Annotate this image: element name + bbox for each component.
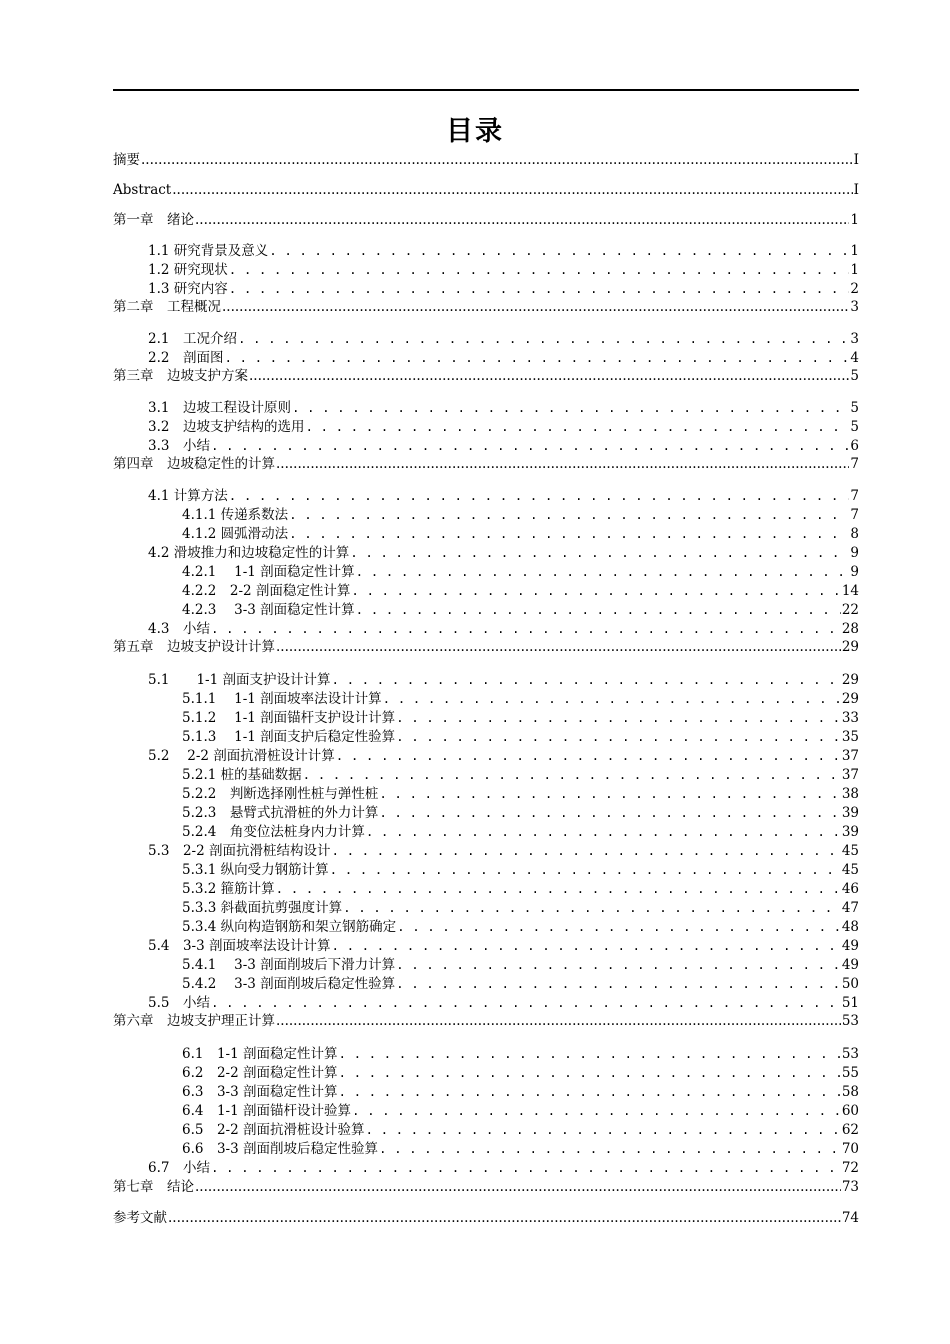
toc-dot-leader [222, 298, 849, 317]
toc-entry[interactable] [148, 670, 859, 690]
toc-entry-label: 6.2 2-2 剖面稳定性计算 [182, 1065, 338, 1081]
toc-entry-label: 4.2.3 3-3 剖面稳定性计算 [182, 602, 355, 618]
toc-entry-label: 5.5 小结 [148, 995, 210, 1011]
toc-entry-page: 39 [841, 824, 859, 840]
toc-entry-label: 4.2.2 2-2 剖面稳定性计算 [182, 583, 351, 599]
toc-entry[interactable] [113, 1178, 859, 1197]
toc-entry-label: 5.1.1 1-1 剖面坡率法设计计算 [182, 691, 382, 707]
toc-entry[interactable] [182, 879, 859, 899]
toc-entry-page: 1 [850, 212, 859, 228]
toc-entry-label: 4.1.1 传递系数法 [182, 507, 289, 523]
toc-dot-leader [276, 1012, 841, 1031]
toc-entry[interactable] [182, 1139, 859, 1159]
toc-entry-label: 5.4.1 3-3 剖面削坡后下滑力计算 [182, 957, 396, 973]
toc-entry-page: 37 [841, 748, 859, 764]
toc-entry-label: 5.2 2-2 剖面抗滑桩设计计算 [148, 748, 335, 764]
toc-entry-label: 5.2.1 桩的基础数据 [182, 767, 302, 783]
toc-dot-leader [339, 1044, 841, 1063]
toc-entry[interactable] [148, 543, 859, 563]
toc-entry[interactable] [148, 348, 859, 368]
toc-entry[interactable] [148, 993, 859, 1013]
toc-entry-page: 5 [850, 400, 859, 416]
toc-entry-page: 74 [841, 1210, 859, 1226]
toc-entry-label: 4.2.1 1-1 剖面稳定性计算 [182, 564, 355, 580]
toc-entry-page: 49 [841, 938, 859, 954]
toc-entry-label: 3.3 小结 [148, 438, 210, 454]
toc-entry-label: 5.2.4 角变位法桩身内力计算 [182, 824, 365, 840]
toc-entry[interactable] [148, 241, 859, 261]
toc-entry-page: 29 [841, 691, 859, 707]
toc-entry[interactable] [148, 936, 859, 956]
toc-entry[interactable] [182, 600, 859, 620]
toc-dot-leader [276, 455, 849, 474]
toc-entry-label: 5.2.2 判断选择刚性桩与弹性桩 [182, 786, 379, 802]
toc-entry[interactable] [113, 298, 859, 317]
toc-entry-label: 6.1 1-1 剖面稳定性计算 [182, 1046, 338, 1062]
toc-entry[interactable] [148, 329, 859, 349]
toc-entry-label: 第三章 边坡支护方案 [113, 368, 248, 384]
toc-dot-leader [238, 329, 849, 348]
toc-dot-leader [195, 211, 849, 230]
toc-dot-leader [330, 860, 841, 879]
toc-entry-page: 4 [850, 350, 859, 366]
toc-dot-leader [332, 670, 841, 689]
toc-entry-page: 1 [850, 262, 859, 278]
toc-entry-label: 5.3.4 纵向构造钢筋和架立钢筋确定 [182, 919, 397, 935]
toc-entry[interactable] [182, 689, 859, 709]
toc-entry[interactable] [113, 181, 859, 200]
toc-entry-label: 4.3 小结 [148, 621, 210, 637]
toc-entry-page: 47 [841, 900, 859, 916]
toc-dot-leader [351, 581, 840, 600]
toc-entry[interactable] [148, 436, 859, 456]
toc-entry-page: 1 [850, 243, 859, 259]
toc-entry-page: 73 [841, 1179, 859, 1195]
toc-dot-leader [350, 543, 849, 562]
toc-dot-leader [379, 803, 840, 822]
toc-entry-page: 22 [841, 602, 859, 618]
toc-entry-label: 4.1.2 圆弧滑动法 [182, 526, 289, 542]
toc-entry-page: I [853, 152, 859, 168]
toc-entry-label: 6.5 2-2 剖面抗滑桩设计验算 [182, 1122, 365, 1138]
toc-entry-page: 45 [841, 862, 859, 878]
toc-entry[interactable] [148, 260, 859, 280]
toc-dot-leader [396, 708, 841, 727]
toc-entry[interactable] [113, 455, 859, 474]
toc-entry[interactable] [148, 398, 859, 418]
toc-entry[interactable] [182, 524, 859, 544]
toc-entry-page: 6 [850, 438, 859, 454]
toc-dot-leader [379, 1139, 841, 1158]
toc-entry-label: Abstract [113, 182, 172, 198]
toc-entry-label: 第四章 边坡稳定性的计算 [113, 456, 275, 472]
toc-entry-label: 5.3.3 斜截面抗剪强度计算 [182, 900, 343, 916]
toc-entry-label: 1.1 研究背景及意义 [148, 243, 269, 259]
toc-dot-leader [168, 1209, 841, 1228]
toc-entry[interactable] [148, 486, 859, 506]
toc-entry[interactable] [182, 917, 859, 937]
toc-dot-leader [366, 1120, 841, 1139]
toc-entry-page: 62 [841, 1122, 859, 1138]
toc-dot-leader [172, 181, 852, 200]
toc-dot-leader [229, 279, 850, 298]
toc-entry-page: 33 [841, 710, 859, 726]
toc-entry-page: 51 [841, 995, 859, 1011]
toc-entry[interactable] [182, 803, 859, 823]
toc-entry-page: 2 [850, 281, 859, 297]
toc-entry-page: 9 [850, 564, 859, 580]
toc-entry-page: 5 [850, 419, 859, 435]
toc-entry-label: 5.3 2-2 剖面抗滑桩结构设计 [148, 843, 331, 859]
toc-dot-leader [343, 898, 841, 917]
toc-entry[interactable] [148, 279, 859, 299]
toc-entry[interactable] [182, 1063, 859, 1083]
toc-entry-page: 38 [841, 786, 859, 802]
toc-entry-page: 35 [841, 729, 859, 745]
toc-entry-label: 第七章 结论 [113, 1179, 194, 1195]
toc-entry-page: 60 [841, 1103, 859, 1119]
toc-entry-page: 29 [841, 672, 859, 688]
page-title: 目录 [446, 116, 504, 147]
toc-entry[interactable] [148, 841, 859, 861]
toc-dot-leader [211, 993, 841, 1012]
toc-entry-page: 50 [841, 976, 859, 992]
toc-entry-page: 53 [841, 1013, 859, 1029]
toc-entry[interactable] [182, 562, 859, 582]
toc-dot-leader [339, 1082, 841, 1101]
toc-entry-label: 2.2 剖面图 [148, 350, 224, 366]
toc-entry-label: 5.1.2 1-1 剖面锚杆支护设计计算 [182, 710, 396, 726]
toc-entry[interactable] [182, 505, 859, 525]
toc-entry-page: 7 [850, 507, 859, 523]
toc-entry-page: 72 [841, 1160, 859, 1176]
toc-entry[interactable] [182, 727, 859, 747]
toc-dot-leader [269, 241, 849, 260]
toc-entry-label: 1.2 研究现状 [148, 262, 228, 278]
toc-dot-leader [352, 1101, 841, 1120]
toc-entry-label: 5.2.3 悬臂式抗滑桩的外力计算 [182, 805, 379, 821]
toc-entry-page: 70 [841, 1141, 859, 1157]
toc-entry-page: 29 [841, 639, 859, 655]
toc-dot-leader [396, 727, 841, 746]
toc-dot-leader [141, 151, 853, 170]
toc-dot-leader [303, 765, 841, 784]
toc-dot-leader [292, 398, 849, 417]
toc-entry-page: 5 [850, 368, 859, 384]
toc-dot-leader [397, 917, 841, 936]
toc-entry-label: 5.4.2 3-3 剖面削坡后稳定性验算 [182, 976, 396, 992]
toc-dot-leader [339, 1063, 841, 1082]
toc-entry[interactable] [182, 1082, 859, 1102]
toc-dot-leader [276, 638, 841, 657]
toc-dot-leader [249, 367, 849, 386]
toc-entry-label: 4.2 滑坡推力和边坡稳定性的计算 [148, 545, 350, 561]
toc-dot-leader [379, 784, 840, 803]
toc-entry[interactable] [182, 708, 859, 728]
toc-entry-label: 5.3.2 箍筋计算 [182, 881, 275, 897]
toc-entry[interactable] [113, 638, 859, 657]
toc-entry[interactable] [113, 151, 859, 170]
toc-dot-leader [289, 505, 849, 524]
toc-entry-page: 8 [850, 526, 859, 542]
toc-dot-leader [211, 619, 841, 638]
toc-entry-label: 6.4 1-1 剖面锚杆设计验算 [182, 1103, 352, 1119]
toc-entry[interactable] [182, 581, 859, 601]
toc-entry-page: 37 [841, 767, 859, 783]
toc-entry-label: 3.2 边坡支护结构的选用 [148, 419, 305, 435]
toc-entry[interactable] [113, 367, 859, 386]
toc-entry-page: 14 [841, 583, 859, 599]
toc-entry[interactable] [182, 1120, 859, 1140]
toc-dot-leader [383, 689, 841, 708]
toc-entry-page: 7 [850, 456, 859, 472]
toc-dot-leader [336, 746, 841, 765]
toc-entry-page: 3 [850, 331, 859, 347]
toc-dot-leader [211, 436, 849, 455]
toc-entry-label: 5.3.1 纵向受力钢筋计算 [182, 862, 329, 878]
toc-entry-label: 第一章 绪论 [113, 212, 194, 228]
toc-entry-label: 5.1.3 1-1 剖面支护后稳定性验算 [182, 729, 396, 745]
toc-dot-leader [229, 260, 850, 279]
toc-entry[interactable] [148, 619, 859, 639]
toc-entry-label: 第六章 边坡支护理正计算 [113, 1013, 275, 1029]
toc-entry-page: 58 [841, 1084, 859, 1100]
toc-entry[interactable] [182, 974, 859, 994]
toc-entry[interactable] [148, 1158, 859, 1178]
toc-dot-leader [332, 936, 841, 955]
toc-entry-label: 5.1 1-1 剖面支护设计计算 [148, 672, 331, 688]
toc-entry-label: 第五章 边坡支护设计计算 [113, 639, 275, 655]
toc-entry-label: 6.3 3-3 剖面稳定性计算 [182, 1084, 338, 1100]
toc-entry-page: 7 [850, 488, 859, 504]
toc-entry-label: 6.6 3-3 剖面削坡后稳定性验算 [182, 1141, 379, 1157]
toc-entry[interactable] [182, 860, 859, 880]
toc-entry-page: 39 [841, 805, 859, 821]
toc-dot-leader [366, 822, 841, 841]
toc-entry-label: 5.4 3-3 剖面坡率法设计计算 [148, 938, 331, 954]
toc-dot-leader [224, 348, 849, 367]
toc-entry[interactable] [182, 822, 859, 842]
toc-entry[interactable] [113, 211, 859, 230]
toc-entry-label: 2.1 工况介绍 [148, 331, 237, 347]
toc-entry-label: 4.1 计算方法 [148, 488, 228, 504]
toc-dot-leader [396, 974, 841, 993]
toc-entry[interactable] [148, 746, 859, 766]
toc-entry[interactable] [113, 1209, 859, 1228]
toc-entry-page: 55 [841, 1065, 859, 1081]
toc-entry-page: 45 [841, 843, 859, 859]
toc-entry-label: 6.7 小结 [148, 1160, 210, 1176]
toc-dot-leader [332, 841, 841, 860]
toc-dot-leader [356, 600, 841, 619]
toc-dot-leader [211, 1158, 841, 1177]
toc-entry-page: 46 [841, 881, 859, 897]
toc-entry-label: 第二章 工程概况 [113, 299, 221, 315]
toc-entry-page: 3 [850, 299, 859, 315]
toc-entry-label: 摘要 [113, 152, 140, 168]
toc-entry[interactable] [182, 898, 859, 918]
toc-dot-leader [356, 562, 850, 581]
toc-entry-page: I [853, 182, 859, 198]
toc-entry-label: 1.3 研究内容 [148, 281, 228, 297]
toc-dot-leader [276, 879, 841, 898]
toc-dot-leader [305, 417, 849, 436]
toc-entry-label: 参考文献 [113, 1210, 167, 1226]
toc-entry-page: 49 [841, 957, 859, 973]
toc-entry[interactable] [182, 1044, 859, 1064]
toc-entry[interactable] [148, 417, 859, 437]
toc-dot-leader [289, 524, 849, 543]
toc-entry-page: 28 [841, 621, 859, 637]
toc-entry-label: 3.1 边坡工程设计原则 [148, 400, 291, 416]
toc-entry-page: 48 [841, 919, 859, 935]
toc-entry-page: 9 [850, 545, 859, 561]
toc-entry[interactable] [182, 784, 859, 804]
toc-entry[interactable] [182, 765, 859, 785]
toc-dot-leader [396, 955, 841, 974]
toc-entry[interactable] [113, 1012, 859, 1031]
toc-entry[interactable] [182, 955, 859, 975]
toc-entry-page: 53 [841, 1046, 859, 1062]
toc-entry[interactable] [182, 1101, 859, 1121]
toc-dot-leader [229, 486, 850, 505]
toc-dot-leader [195, 1178, 841, 1197]
